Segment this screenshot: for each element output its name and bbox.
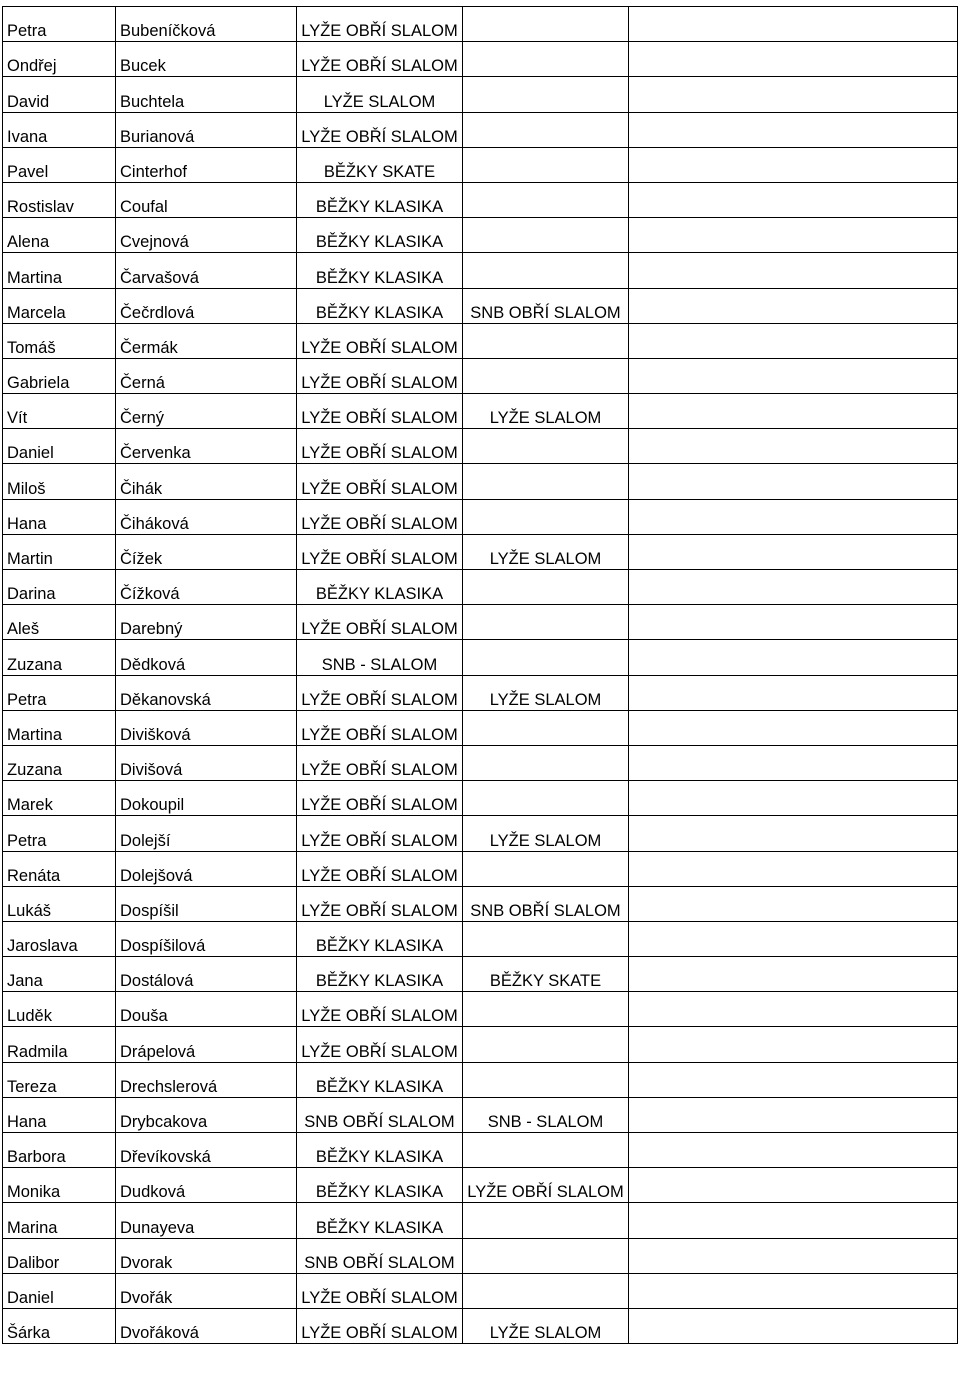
table-row — [3, 394, 958, 429]
event-1-cell: LYŽE OBŘÍ SLALOM — [297, 42, 463, 77]
first-name-cell: Martina — [3, 253, 116, 288]
last-name-cell: Drybcakova — [116, 1097, 297, 1132]
table-row — [3, 464, 958, 499]
event-1-cell: LYŽE OBŘÍ SLALOM — [297, 499, 463, 534]
empty-cell — [629, 147, 958, 182]
last-name-cell: Dolejšová — [116, 851, 297, 886]
empty-cell — [629, 1238, 958, 1273]
first-name-cell: Martina — [3, 710, 116, 745]
event-2-cell: LYŽE SLALOM — [463, 394, 629, 429]
last-name-cell: Drechslerová — [116, 1062, 297, 1097]
empty-cell — [629, 429, 958, 464]
event-2-cell — [463, 253, 629, 288]
event-1-cell: LYŽE OBŘÍ SLALOM — [297, 1273, 463, 1308]
event-1-cell: SNB OBŘÍ SLALOM — [297, 1097, 463, 1132]
empty-cell — [629, 675, 958, 710]
event-2-cell — [463, 1133, 629, 1168]
empty-cell — [629, 957, 958, 992]
last-name-cell: Bubeníčková — [116, 7, 297, 42]
empty-cell — [629, 394, 958, 429]
last-name-cell: Dunayeva — [116, 1203, 297, 1238]
empty-cell — [629, 640, 958, 675]
event-1-cell: LYŽE OBŘÍ SLALOM — [297, 1027, 463, 1062]
last-name-cell: Čihák — [116, 464, 297, 499]
event-1-cell: BĚŽKY KLASIKA — [297, 1062, 463, 1097]
last-name-cell: Cvejnová — [116, 218, 297, 253]
empty-cell — [629, 1027, 958, 1062]
table-row — [3, 816, 958, 851]
table-row — [3, 429, 958, 464]
table-row — [3, 957, 958, 992]
event-1-cell: BĚŽKY KLASIKA — [297, 570, 463, 605]
table-row — [3, 1097, 958, 1132]
empty-cell — [629, 1097, 958, 1132]
table-row — [3, 218, 958, 253]
last-name-cell: Čížková — [116, 570, 297, 605]
event-1-cell: LYŽE OBŘÍ SLALOM — [297, 1308, 463, 1343]
table-row — [3, 42, 958, 77]
first-name-cell: Radmila — [3, 1027, 116, 1062]
table-row — [3, 992, 958, 1027]
table-row — [3, 1027, 958, 1062]
event-2-cell — [463, 218, 629, 253]
event-1-cell: BĚŽKY KLASIKA — [297, 1168, 463, 1203]
event-1-cell: LYŽE OBŘÍ SLALOM — [297, 358, 463, 393]
empty-cell — [629, 710, 958, 745]
event-2-cell — [463, 323, 629, 358]
first-name-cell: Vít — [3, 394, 116, 429]
entries-table-body — [3, 7, 958, 1344]
empty-cell — [629, 218, 958, 253]
event-2-cell — [463, 464, 629, 499]
last-name-cell: Černá — [116, 358, 297, 393]
last-name-cell: Dvořák — [116, 1273, 297, 1308]
first-name-cell: Dalibor — [3, 1238, 116, 1273]
event-2-cell: SNB OBŘÍ SLALOM — [463, 288, 629, 323]
last-name-cell: Coufal — [116, 182, 297, 217]
last-name-cell: Dokoupil — [116, 781, 297, 816]
event-1-cell: LYŽE OBŘÍ SLALOM — [297, 534, 463, 569]
event-2-cell: SNB - SLALOM — [463, 1097, 629, 1132]
table-row — [3, 921, 958, 956]
event-1-cell: SNB OBŘÍ SLALOM — [297, 1238, 463, 1273]
last-name-cell: Burianová — [116, 112, 297, 147]
last-name-cell: Dědková — [116, 640, 297, 675]
event-2-cell — [463, 182, 629, 217]
event-1-cell: BĚŽKY KLASIKA — [297, 921, 463, 956]
event-1-cell: LYŽE OBŘÍ SLALOM — [297, 464, 463, 499]
empty-cell — [629, 7, 958, 42]
event-1-cell: LYŽE OBŘÍ SLALOM — [297, 429, 463, 464]
last-name-cell: Dospíšil — [116, 886, 297, 921]
first-name-cell: Šárka — [3, 1308, 116, 1343]
table-row — [3, 851, 958, 886]
table-row — [3, 781, 958, 816]
last-name-cell: Čiháková — [116, 499, 297, 534]
event-2-cell: SNB OBŘÍ SLALOM — [463, 886, 629, 921]
last-name-cell: Dolejší — [116, 816, 297, 851]
first-name-cell: Tereza — [3, 1062, 116, 1097]
table-row — [3, 1168, 958, 1203]
first-name-cell: Zuzana — [3, 745, 116, 780]
last-name-cell: Dospíšilová — [116, 921, 297, 956]
event-2-cell — [463, 570, 629, 605]
empty-cell — [629, 570, 958, 605]
first-name-cell: Pavel — [3, 147, 116, 182]
last-name-cell: Buchtela — [116, 77, 297, 112]
first-name-cell: Petra — [3, 675, 116, 710]
event-1-cell: LYŽE OBŘÍ SLALOM — [297, 886, 463, 921]
empty-cell — [629, 886, 958, 921]
table-row — [3, 886, 958, 921]
event-2-cell — [463, 710, 629, 745]
event-1-cell: SNB - SLALOM — [297, 640, 463, 675]
event-2-cell: LYŽE SLALOM — [463, 534, 629, 569]
event-2-cell: LYŽE SLALOM — [463, 816, 629, 851]
first-name-cell: Monika — [3, 1168, 116, 1203]
table-row — [3, 77, 958, 112]
empty-cell — [629, 534, 958, 569]
first-name-cell: Miloš — [3, 464, 116, 499]
event-1-cell: BĚŽKY KLASIKA — [297, 182, 463, 217]
empty-cell — [629, 816, 958, 851]
event-2-cell: LYŽE OBŘÍ SLALOM — [463, 1168, 629, 1203]
first-name-cell: Jana — [3, 957, 116, 992]
table-row — [3, 182, 958, 217]
event-1-cell: BĚŽKY KLASIKA — [297, 957, 463, 992]
first-name-cell: Daniel — [3, 1273, 116, 1308]
event-2-cell — [463, 1027, 629, 1062]
table-row — [3, 1062, 958, 1097]
first-name-cell: Aleš — [3, 605, 116, 640]
empty-cell — [629, 288, 958, 323]
event-2-cell — [463, 77, 629, 112]
last-name-cell: Dostálová — [116, 957, 297, 992]
last-name-cell: Darebný — [116, 605, 297, 640]
first-name-cell: Martin — [3, 534, 116, 569]
last-name-cell: Dřevíkovská — [116, 1133, 297, 1168]
empty-cell — [629, 112, 958, 147]
event-1-cell: LYŽE OBŘÍ SLALOM — [297, 745, 463, 780]
table-row — [3, 112, 958, 147]
event-1-cell: LYŽE OBŘÍ SLALOM — [297, 781, 463, 816]
event-1-cell: BĚŽKY KLASIKA — [297, 1133, 463, 1168]
event-1-cell: BĚŽKY SKATE — [297, 147, 463, 182]
event-2-cell — [463, 1062, 629, 1097]
table-row — [3, 710, 958, 745]
first-name-cell: Barbora — [3, 1133, 116, 1168]
first-name-cell: Alena — [3, 218, 116, 253]
table-row — [3, 534, 958, 569]
empty-cell — [629, 1203, 958, 1238]
table-row — [3, 7, 958, 42]
first-name-cell: Petra — [3, 816, 116, 851]
event-2-cell — [463, 7, 629, 42]
empty-cell — [629, 781, 958, 816]
first-name-cell: Marek — [3, 781, 116, 816]
first-name-cell: Marina — [3, 1203, 116, 1238]
empty-cell — [629, 1062, 958, 1097]
last-name-cell: Čarvašová — [116, 253, 297, 288]
empty-cell — [629, 42, 958, 77]
event-1-cell: LYŽE OBŘÍ SLALOM — [297, 992, 463, 1027]
first-name-cell: Gabriela — [3, 358, 116, 393]
table-row — [3, 323, 958, 358]
last-name-cell: Divišová — [116, 745, 297, 780]
last-name-cell: Dudková — [116, 1168, 297, 1203]
first-name-cell: Jaroslava — [3, 921, 116, 956]
table-row — [3, 605, 958, 640]
table-row — [3, 147, 958, 182]
last-name-cell: Čížek — [116, 534, 297, 569]
last-name-cell: Čečrdlová — [116, 288, 297, 323]
event-1-cell: LYŽE OBŘÍ SLALOM — [297, 675, 463, 710]
first-name-cell: Hana — [3, 499, 116, 534]
first-name-cell: Hana — [3, 1097, 116, 1132]
last-name-cell: Červenka — [116, 429, 297, 464]
table-row — [3, 745, 958, 780]
event-2-cell — [463, 358, 629, 393]
empty-cell — [629, 182, 958, 217]
first-name-cell: Ivana — [3, 112, 116, 147]
table-row — [3, 1133, 958, 1168]
event-1-cell: LYŽE OBŘÍ SLALOM — [297, 851, 463, 886]
empty-cell — [629, 253, 958, 288]
empty-cell — [629, 464, 958, 499]
table-row — [3, 1203, 958, 1238]
empty-cell — [629, 745, 958, 780]
first-name-cell: Ondřej — [3, 42, 116, 77]
table-row — [3, 640, 958, 675]
event-1-cell: LYŽE OBŘÍ SLALOM — [297, 816, 463, 851]
first-name-cell: Tomáš — [3, 323, 116, 358]
last-name-cell: Čermák — [116, 323, 297, 358]
table-row — [3, 1308, 958, 1343]
last-name-cell: Černý — [116, 394, 297, 429]
event-2-cell — [463, 147, 629, 182]
event-2-cell — [463, 781, 629, 816]
first-name-cell: Daniel — [3, 429, 116, 464]
event-2-cell — [463, 1203, 629, 1238]
table-row — [3, 288, 958, 323]
event-2-cell — [463, 921, 629, 956]
event-1-cell: LYŽE OBŘÍ SLALOM — [297, 7, 463, 42]
table-row — [3, 1238, 958, 1273]
event-2-cell — [463, 640, 629, 675]
first-name-cell: Renáta — [3, 851, 116, 886]
empty-cell — [629, 851, 958, 886]
last-name-cell: Douša — [116, 992, 297, 1027]
first-name-cell: Marcela — [3, 288, 116, 323]
event-2-cell — [463, 1238, 629, 1273]
event-2-cell — [463, 745, 629, 780]
event-1-cell: BĚŽKY KLASIKA — [297, 218, 463, 253]
empty-cell — [629, 1133, 958, 1168]
event-2-cell — [463, 992, 629, 1027]
last-name-cell: Drápelová — [116, 1027, 297, 1062]
event-2-cell: BĚŽKY SKATE — [463, 957, 629, 992]
first-name-cell: David — [3, 77, 116, 112]
event-2-cell — [463, 1273, 629, 1308]
event-2-cell — [463, 499, 629, 534]
empty-cell — [629, 605, 958, 640]
event-2-cell: LYŽE SLALOM — [463, 1308, 629, 1343]
last-name-cell: Děkanovská — [116, 675, 297, 710]
first-name-cell: Petra — [3, 7, 116, 42]
first-name-cell: Rostislav — [3, 182, 116, 217]
last-name-cell: Divišková — [116, 710, 297, 745]
first-name-cell: Darina — [3, 570, 116, 605]
event-1-cell: LYŽE OBŘÍ SLALOM — [297, 112, 463, 147]
last-name-cell: Cinterhof — [116, 147, 297, 182]
event-1-cell: BĚŽKY KLASIKA — [297, 288, 463, 323]
event-1-cell: LYŽE OBŘÍ SLALOM — [297, 394, 463, 429]
event-2-cell — [463, 429, 629, 464]
event-2-cell — [463, 605, 629, 640]
event-2-cell — [463, 112, 629, 147]
table-row — [3, 499, 958, 534]
empty-cell — [629, 77, 958, 112]
event-1-cell: LYŽE OBŘÍ SLALOM — [297, 323, 463, 358]
entries-table — [2, 6, 958, 1344]
empty-cell — [629, 1168, 958, 1203]
table-row — [3, 253, 958, 288]
empty-cell — [629, 1273, 958, 1308]
last-name-cell: Dvořáková — [116, 1308, 297, 1343]
table-row — [3, 675, 958, 710]
empty-cell — [629, 358, 958, 393]
empty-cell — [629, 499, 958, 534]
first-name-cell: Zuzana — [3, 640, 116, 675]
first-name-cell: Luděk — [3, 992, 116, 1027]
event-2-cell — [463, 851, 629, 886]
first-name-cell: Lukáš — [3, 886, 116, 921]
event-2-cell: LYŽE SLALOM — [463, 675, 629, 710]
last-name-cell: Bucek — [116, 42, 297, 77]
event-2-cell — [463, 42, 629, 77]
event-1-cell: LYŽE OBŘÍ SLALOM — [297, 710, 463, 745]
table-row — [3, 1273, 958, 1308]
empty-cell — [629, 992, 958, 1027]
event-1-cell: BĚŽKY KLASIKA — [297, 253, 463, 288]
empty-cell — [629, 921, 958, 956]
empty-cell — [629, 1308, 958, 1343]
event-1-cell: LYŽE OBŘÍ SLALOM — [297, 605, 463, 640]
table-row — [3, 358, 958, 393]
event-1-cell: BĚŽKY KLASIKA — [297, 1203, 463, 1238]
empty-cell — [629, 323, 958, 358]
event-1-cell: LYŽE SLALOM — [297, 77, 463, 112]
last-name-cell: Dvorak — [116, 1238, 297, 1273]
table-row — [3, 570, 958, 605]
